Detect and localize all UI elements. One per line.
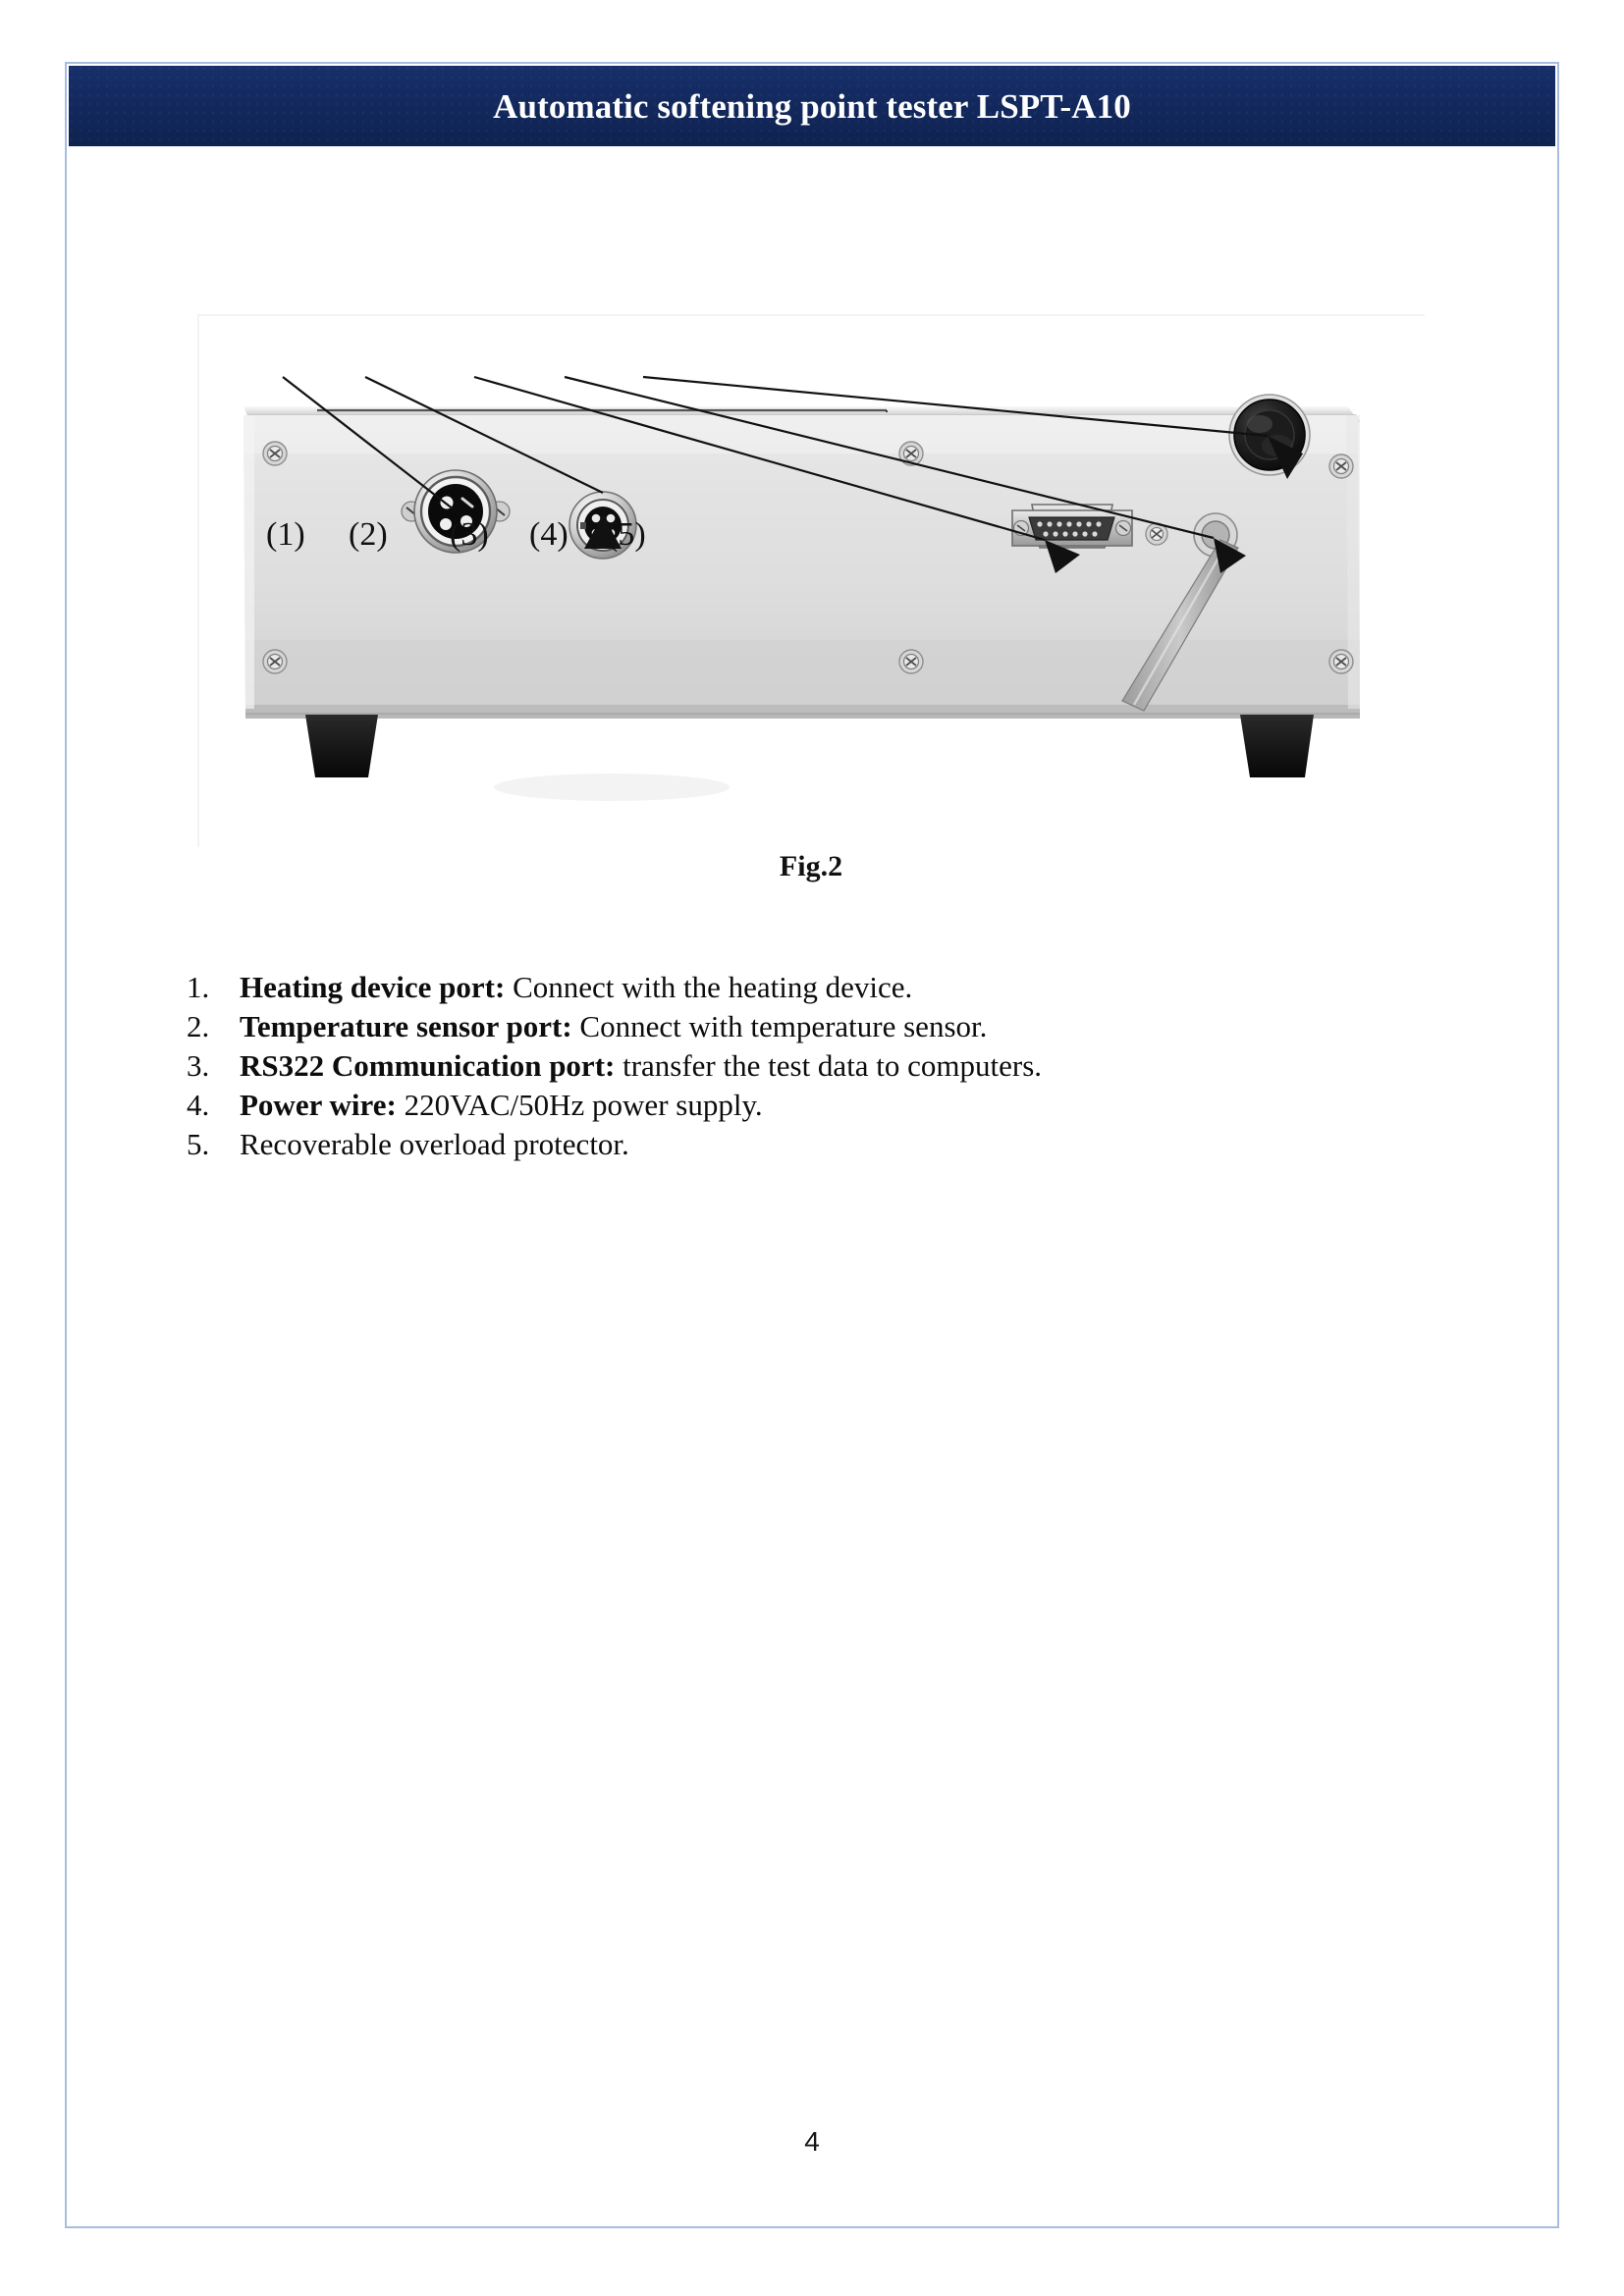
specification-list [187, 968, 1345, 1164]
list-item-text [240, 1007, 1345, 1046]
list-item-term: Heating device port: [240, 970, 506, 1004]
callout-label-4: (4) [529, 516, 568, 553]
list-item-text [240, 1086, 1345, 1125]
list-item-number: 1. [187, 970, 210, 1004]
device-rear-panel-photo [199, 316, 1427, 849]
list-item-text [240, 1046, 1345, 1086]
list-item-number: 4. [187, 1088, 210, 1122]
header-banner [69, 66, 1555, 146]
page-number: 4 [804, 2126, 820, 2157]
figure-caption: Fig.2 [779, 850, 843, 882]
figure-2-frame [197, 314, 1425, 847]
list-item-term: Temperature sensor port: [240, 1009, 572, 1043]
rubber-foot-left [305, 715, 378, 777]
list-item-description: transfer the test data to computers. [615, 1048, 1043, 1083]
rubber-foot-right [1240, 715, 1314, 777]
list-item-number: 5. [187, 1127, 210, 1161]
callout-label-2: (2) [349, 516, 388, 553]
list-item [187, 1007, 1345, 1046]
list-item [187, 1086, 1345, 1125]
list-item [187, 968, 1345, 1007]
list-item-number: 3. [187, 1048, 210, 1083]
list-item-description: Connect with temperature sensor. [571, 1009, 988, 1043]
list-item-description: Connect with the heating device. [505, 970, 913, 1004]
callout-label-3: (3) [450, 516, 489, 553]
list-item-text [240, 968, 1345, 1007]
list-item-text [240, 1125, 1345, 1164]
overload-protector-button [1229, 395, 1310, 475]
list-item [187, 1046, 1345, 1086]
callout-label-5: (5) [607, 516, 646, 553]
list-item [187, 1125, 1345, 1164]
list-item-term: Power wire: [240, 1088, 397, 1122]
rs232-communication-port [1012, 505, 1132, 548]
list-item-description: Recoverable overload protector. [240, 1127, 629, 1161]
list-item-term: RS322 Communication port: [240, 1048, 616, 1083]
list-item-number: 2. [187, 1009, 210, 1043]
list-item-description: 220VAC/50Hz power supply. [396, 1088, 763, 1122]
callout-label-1: (1) [266, 516, 305, 553]
page-title: Automatic softening point tester LSPT-A10 [493, 86, 1131, 126]
